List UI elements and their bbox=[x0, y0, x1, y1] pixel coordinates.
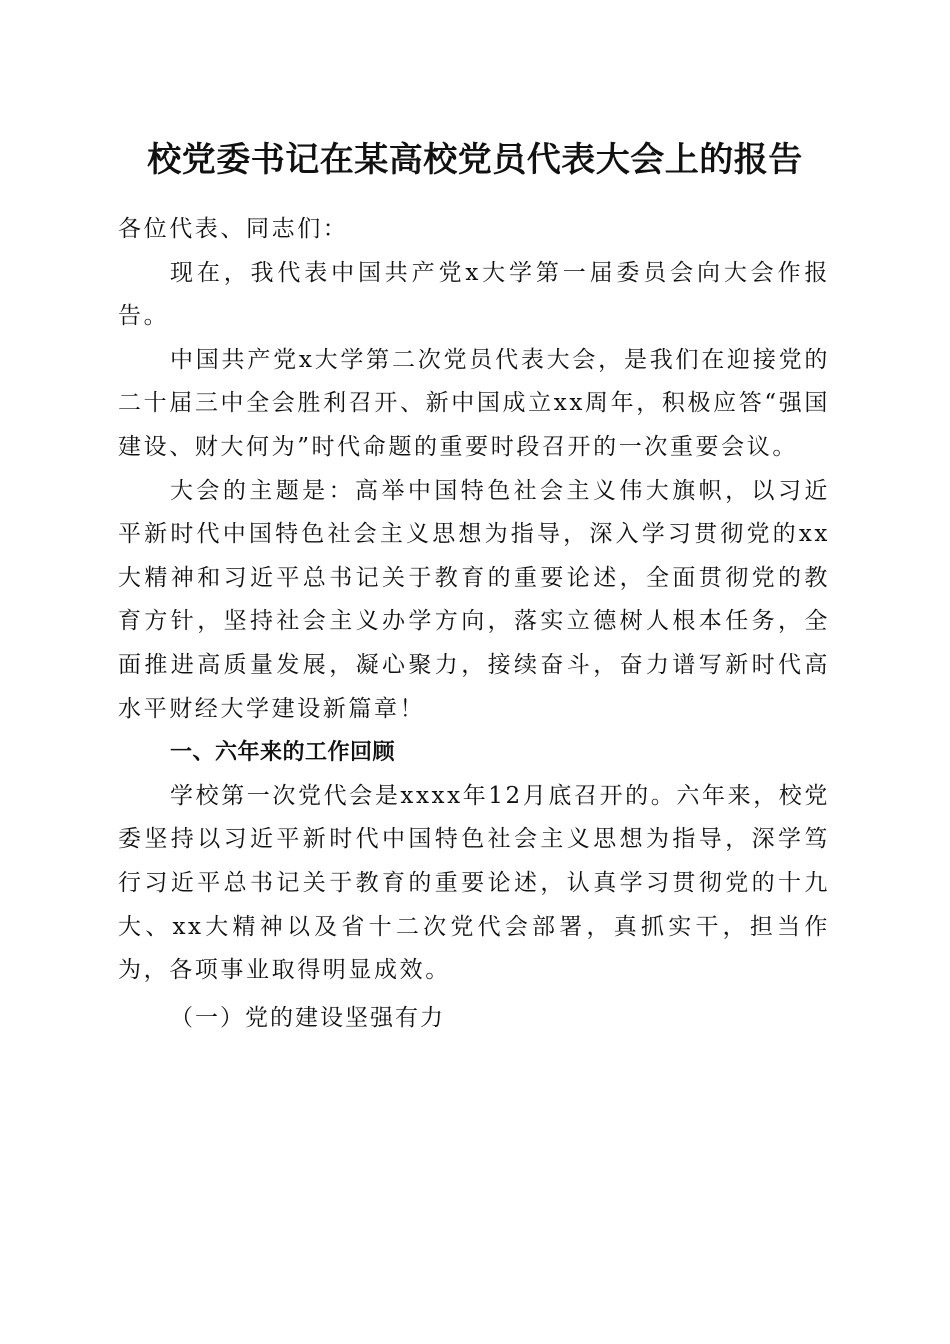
subsection-heading: （一）党的建设坚强有力 bbox=[170, 1004, 445, 1031]
paragraph-theme: 大会的主题是：高举中国特色社会主义伟大旗帜，以习近平新时代中国特色社会主义思想为指导，深入学习贯彻党的xx大精神和习近平总书记关于教育的重要论述，全面贯彻党的教育方针，坚持社会主义办学方向，落实立德树人根本任务，全面推进高质量发展，凝心聚力，接续奋斗，奋力谱写新时代高水平财经大学建设新篇章！ bbox=[118, 477, 830, 722]
document-title: 校党委书记在某高校党员代表大会上的报告 bbox=[147, 140, 803, 180]
section-heading: 一、六年来的工作回顾 bbox=[170, 740, 396, 766]
salutation: 各位代表、同志们： bbox=[118, 216, 349, 242]
paragraph-intro: 现在，我代表中国共产党x大学第一届委员会向大会作报告。 bbox=[118, 259, 830, 330]
paragraph-congress: 中国共产党x大学第二次党员代表大会，是我们在迎接党的二十届三中全会胜利召开、新中国成立xx周年，积极应答“强国建设、财大何为”时代命题的重要时段召开的一次重要会议。 bbox=[118, 346, 830, 460]
document-body bbox=[118, 208, 830, 1040]
paragraph-review: 学校第一次党代会是xxxx年12月底召开的。六年来，校党委坚持以习近平新时代中国特色社会主义思想为指导，深学笃行习近平总书记关于教育的重要论述，认真学习贯彻党的十九大、xx大精神以及省十二次党代会部署，真抓实干，担当作为，各项事业取得明显成效。 bbox=[118, 782, 830, 984]
